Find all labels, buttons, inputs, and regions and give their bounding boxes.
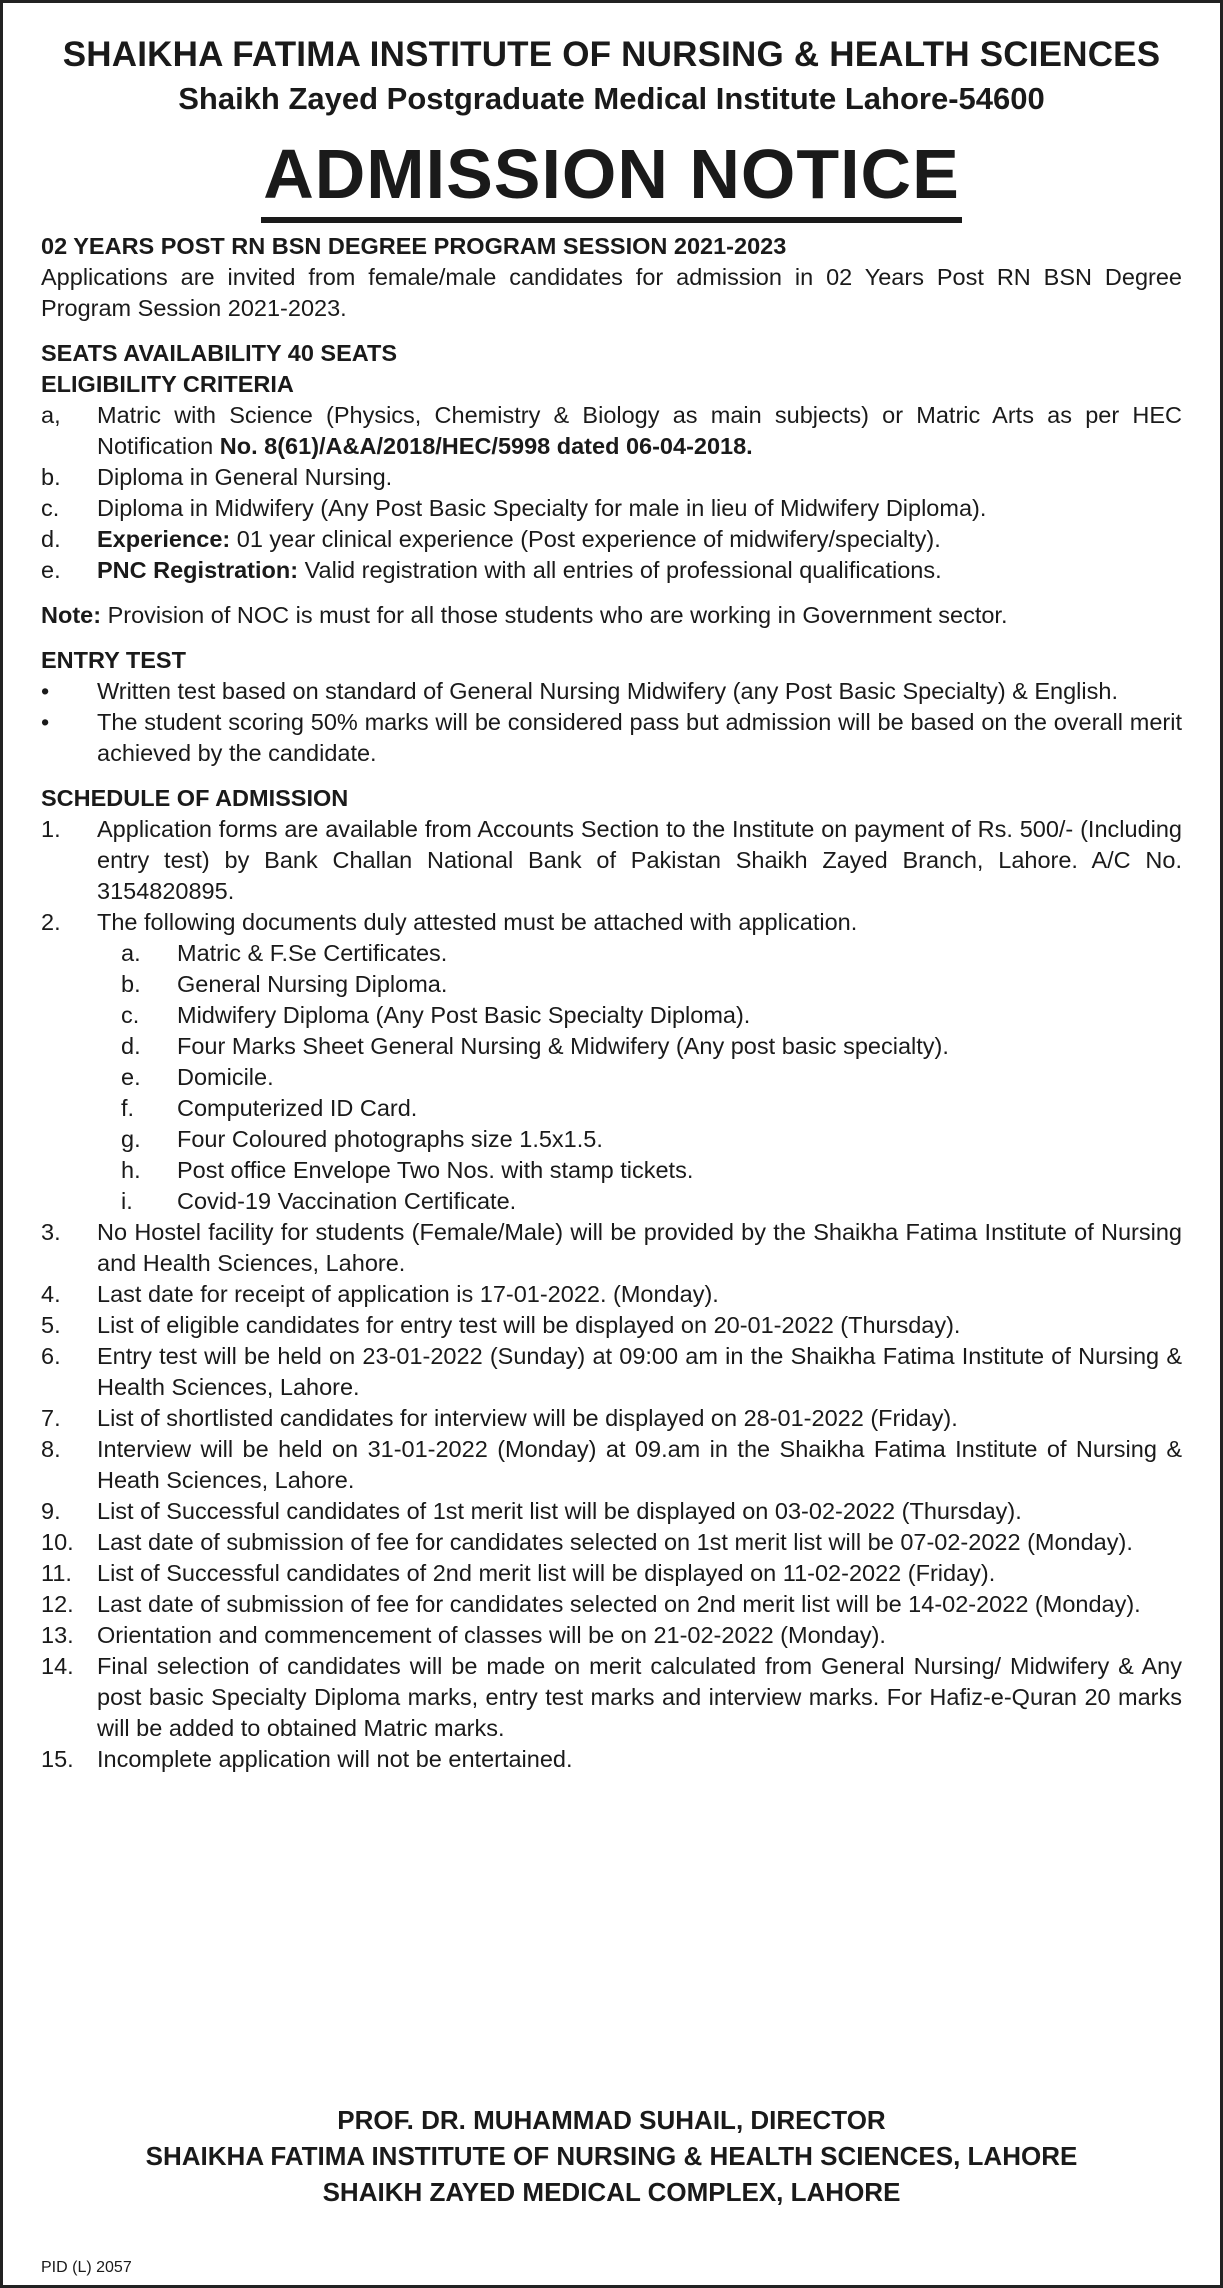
item-text: Domicile. — [177, 1064, 274, 1090]
schedule-item — [41, 1651, 1182, 1744]
item-text: Diploma in Midwifery (Any Post Basic Specialty for male in lieu of Midwifery Diploma). — [97, 495, 987, 521]
schedule-item — [41, 1310, 1182, 1341]
item-marker: 11. — [41, 1560, 72, 1586]
item-label: Experience: — [97, 526, 231, 552]
item-marker: c. — [41, 495, 60, 521]
item-text: Matric with Science (Physics, Chemistry & Biology as main subjects) or Matric Arts as per HEC Notification — [97, 402, 1182, 459]
schedule-item — [41, 1403, 1182, 1434]
notice-title-wrap — [3, 131, 1220, 223]
schedule-item — [41, 1527, 1182, 1558]
entry-test-item — [41, 676, 1182, 707]
item-marker: e. — [41, 557, 61, 583]
item-marker: 2. — [41, 909, 61, 935]
item-text: General Nursing Diploma. — [177, 971, 448, 997]
item-text: Entry test will be held on 23-01-2022 (Sunday) at 09:00 am in the Shaikha Fatima Institute of Nursing & Health Sciences, Lahore. — [97, 1343, 1182, 1400]
item-text: Interview will be held on 31-01-2022 (Monday) at 09.am in the Shaikha Fatima Institute of Nursing & Heath Sciences, Lahore. — [97, 1436, 1182, 1493]
item-marker: b. — [41, 464, 61, 490]
schedule-item — [41, 1496, 1182, 1527]
note-label: Note: — [41, 602, 102, 628]
schedule-item — [41, 1558, 1182, 1589]
item-text: List of Successful candidates of 1st merit list will be displayed on 03-02-2022 (Thursday). — [97, 1498, 1022, 1524]
item-text: List of Successful candidates of 2nd merit list will be displayed on 11-02-2022 (Friday). — [97, 1560, 996, 1586]
institute-name: SHAIKHA FATIMA INSTITUTE OF NURSING & HEALTH SCIENCES — [62, 35, 1161, 74]
eligibility-item — [41, 555, 1182, 586]
entry-test-heading: ENTRY TEST — [41, 647, 186, 673]
hec-notification: No. 8(61)/A&A/2018/HEC/5998 dated 06-04-2018 — [219, 433, 747, 459]
item-marker: i. — [121, 1188, 133, 1214]
item-marker: 6. — [41, 1343, 61, 1369]
schedule-item — [41, 907, 1182, 938]
item-marker: c. — [121, 1002, 140, 1028]
item-label: PNC Registration: — [97, 557, 299, 583]
document-item — [121, 1093, 1182, 1124]
eligibility-heading: ELIGIBILITY CRITERIA — [41, 371, 294, 397]
item-marker: 15. — [41, 1746, 74, 1772]
pid-number: PID (L) 2057 — [41, 2259, 132, 2276]
item-marker: d. — [121, 1033, 141, 1059]
item-text: Four Coloured photographs size 1.5x1.5. — [177, 1126, 603, 1152]
note — [41, 600, 1182, 631]
item-text: Post office Envelope Two Nos. with stamp tickets. — [177, 1157, 694, 1183]
item-text: List of eligible candidates for entry test will be displayed on 20-01-2022 (Thursday). — [97, 1312, 961, 1338]
item-text: Covid-19 Vaccination Certificate. — [177, 1188, 517, 1214]
document-item — [121, 969, 1182, 1000]
item-marker: h. — [121, 1157, 141, 1183]
item-text: Computerized ID Card. — [177, 1095, 418, 1121]
entry-test-item — [41, 707, 1182, 769]
item-text: Final selection of candidates will be made on merit calculated from General Nursing/ Midwifery & Any post basic Specialty Diploma marks, entry test marks and interview marks. For Hafiz-e-Quran 20 marks will be added to obtained Matric marks. — [97, 1653, 1182, 1741]
footer-institute: SHAIKHA FATIMA INSTITUTE OF NURSING & HEALTH SCIENCES, LAHORE — [145, 2141, 1078, 2171]
program-intro: Applications are invited from female/male candidates for admission in 02 Years Post RN BSN Degree Program Session 2021-2023. — [41, 264, 1182, 321]
item-marker: 9. — [41, 1498, 61, 1524]
item-marker: g. — [121, 1126, 141, 1152]
schedule-item — [41, 1744, 1182, 1775]
item-text: Written test based on standard of General Nursing Midwifery (any Post Basic Specialty) & English. — [97, 678, 1118, 704]
item-text: Last date of submission of fee for candidates selected on 1st merit list will be 07-02-2022 (Monday). — [97, 1529, 1133, 1555]
item-text: Four Marks Sheet General Nursing & Midwifery (Any post basic specialty). — [177, 1033, 949, 1059]
schedule-heading: SCHEDULE OF ADMISSION — [41, 785, 349, 811]
item-marker: a. — [121, 940, 141, 966]
item-marker: 5. — [41, 1312, 61, 1338]
item-text: No Hostel facility for students (Female/Male) will be provided by the Shaikha Fatima Institute of Nursing and Health Sciences, Lahore. — [97, 1219, 1182, 1276]
item-marker: a, — [41, 402, 61, 428]
item-marker: 3. — [41, 1219, 61, 1245]
schedule-item — [41, 814, 1182, 907]
item-text: List of shortlisted candidates for interview will be displayed on 28-01-2022 (Friday). — [97, 1405, 958, 1431]
item-text: The student scoring 50% marks will be considered pass but admission will be based on the overall merit achieved by the candidate. — [97, 709, 1182, 766]
schedule-item — [41, 1341, 1182, 1403]
item-text: The following documents duly attested must be attached with application. — [97, 909, 858, 935]
item-marker: f. — [121, 1095, 135, 1121]
eligibility-item: a, Matric with Science (Physics, Chemistry & Biology as main subjects) or Matric Arts as per HEC Notification No. 8(61)/A&A/2018/HEC/5998 dated 06-04-2018. — [41, 402, 1182, 459]
item-marker: 12. — [41, 1591, 74, 1617]
note-text: Provision of NOC is must for all those students who are working in Government sector. — [101, 602, 1008, 628]
item-text: Incomplete application will not be entertained. — [97, 1746, 573, 1772]
item-text: Orientation and commencement of classes will be on 21-02-2022 (Monday). — [97, 1622, 886, 1648]
item-text: Diploma in General Nursing. — [97, 464, 393, 490]
document-item — [121, 938, 1182, 969]
signatory: PROF. DR. MUHAMMAD SUHAIL, DIRECTOR — [337, 2105, 886, 2135]
bullet-marker: • — [41, 678, 50, 704]
item-text: Application forms are available from Accounts Section to the Institute on payment of Rs. 500/- (Including entry test) by Bank Challan National Bank of Pakistan Shaikh Zayed Branch, Lahore. A/C No. 3154820895. — [97, 816, 1182, 904]
item-marker: b. — [121, 971, 141, 997]
item-marker: 7. — [41, 1405, 61, 1431]
bullet-marker: • — [41, 709, 50, 735]
document-item — [121, 1031, 1182, 1062]
item-text: Midwifery Diploma (Any Post Basic Specialty Diploma). — [177, 1002, 751, 1028]
schedule-item — [41, 1217, 1182, 1279]
item-marker: 13. — [41, 1622, 74, 1648]
document-item — [121, 1124, 1182, 1155]
schedule-item — [41, 1279, 1182, 1310]
document-item — [121, 1062, 1182, 1093]
item-marker: d. — [41, 526, 61, 552]
schedule-item — [41, 1620, 1182, 1651]
item-text: 01 year clinical experience (Post experience of midwifery/specialty). — [230, 526, 941, 552]
item-text: Matric & F.Se Certificates. — [177, 940, 448, 966]
item-text: Last date for receipt of application is 17-01-2022. (Monday). — [97, 1281, 719, 1307]
document-item — [121, 1000, 1182, 1031]
footer-complex: SHAIKH ZAYED MEDICAL COMPLEX, LAHORE — [322, 2177, 901, 2207]
schedule-item — [41, 1434, 1182, 1496]
program-heading: 02 YEARS POST RN BSN DEGREE PROGRAM SESSION 2021-2023 — [41, 233, 787, 259]
item-marker: e. — [121, 1064, 141, 1090]
notice-body — [41, 231, 1182, 1775]
notice-title: ADMISSION NOTICE — [261, 131, 962, 223]
item-text: Valid registration with all entries of professional qualifications. — [298, 557, 942, 583]
seats-heading: SEATS AVAILABILITY 40 SEATS — [41, 340, 398, 366]
signature-block — [3, 2102, 1220, 2210]
documents-list — [121, 938, 1182, 1217]
eligibility-item — [41, 493, 1182, 524]
document-item — [121, 1186, 1182, 1217]
schedule-item — [41, 1589, 1182, 1620]
eligibility-item — [41, 524, 1182, 555]
document-item — [121, 1155, 1182, 1186]
item-marker: 1. — [41, 816, 61, 842]
item-marker: 14. — [41, 1653, 74, 1679]
item-text: Last date of submission of fee for candidates selected on 2nd merit list will be 14-02-2022 (Monday). — [97, 1591, 1141, 1617]
item-marker: 4. — [41, 1281, 61, 1307]
parent-institute: Shaikh Zayed Postgraduate Medical Institute Lahore-54600 — [178, 81, 1045, 116]
eligibility-item — [41, 462, 1182, 493]
item-marker: 8. — [41, 1436, 61, 1462]
item-marker: 10. — [41, 1529, 74, 1555]
